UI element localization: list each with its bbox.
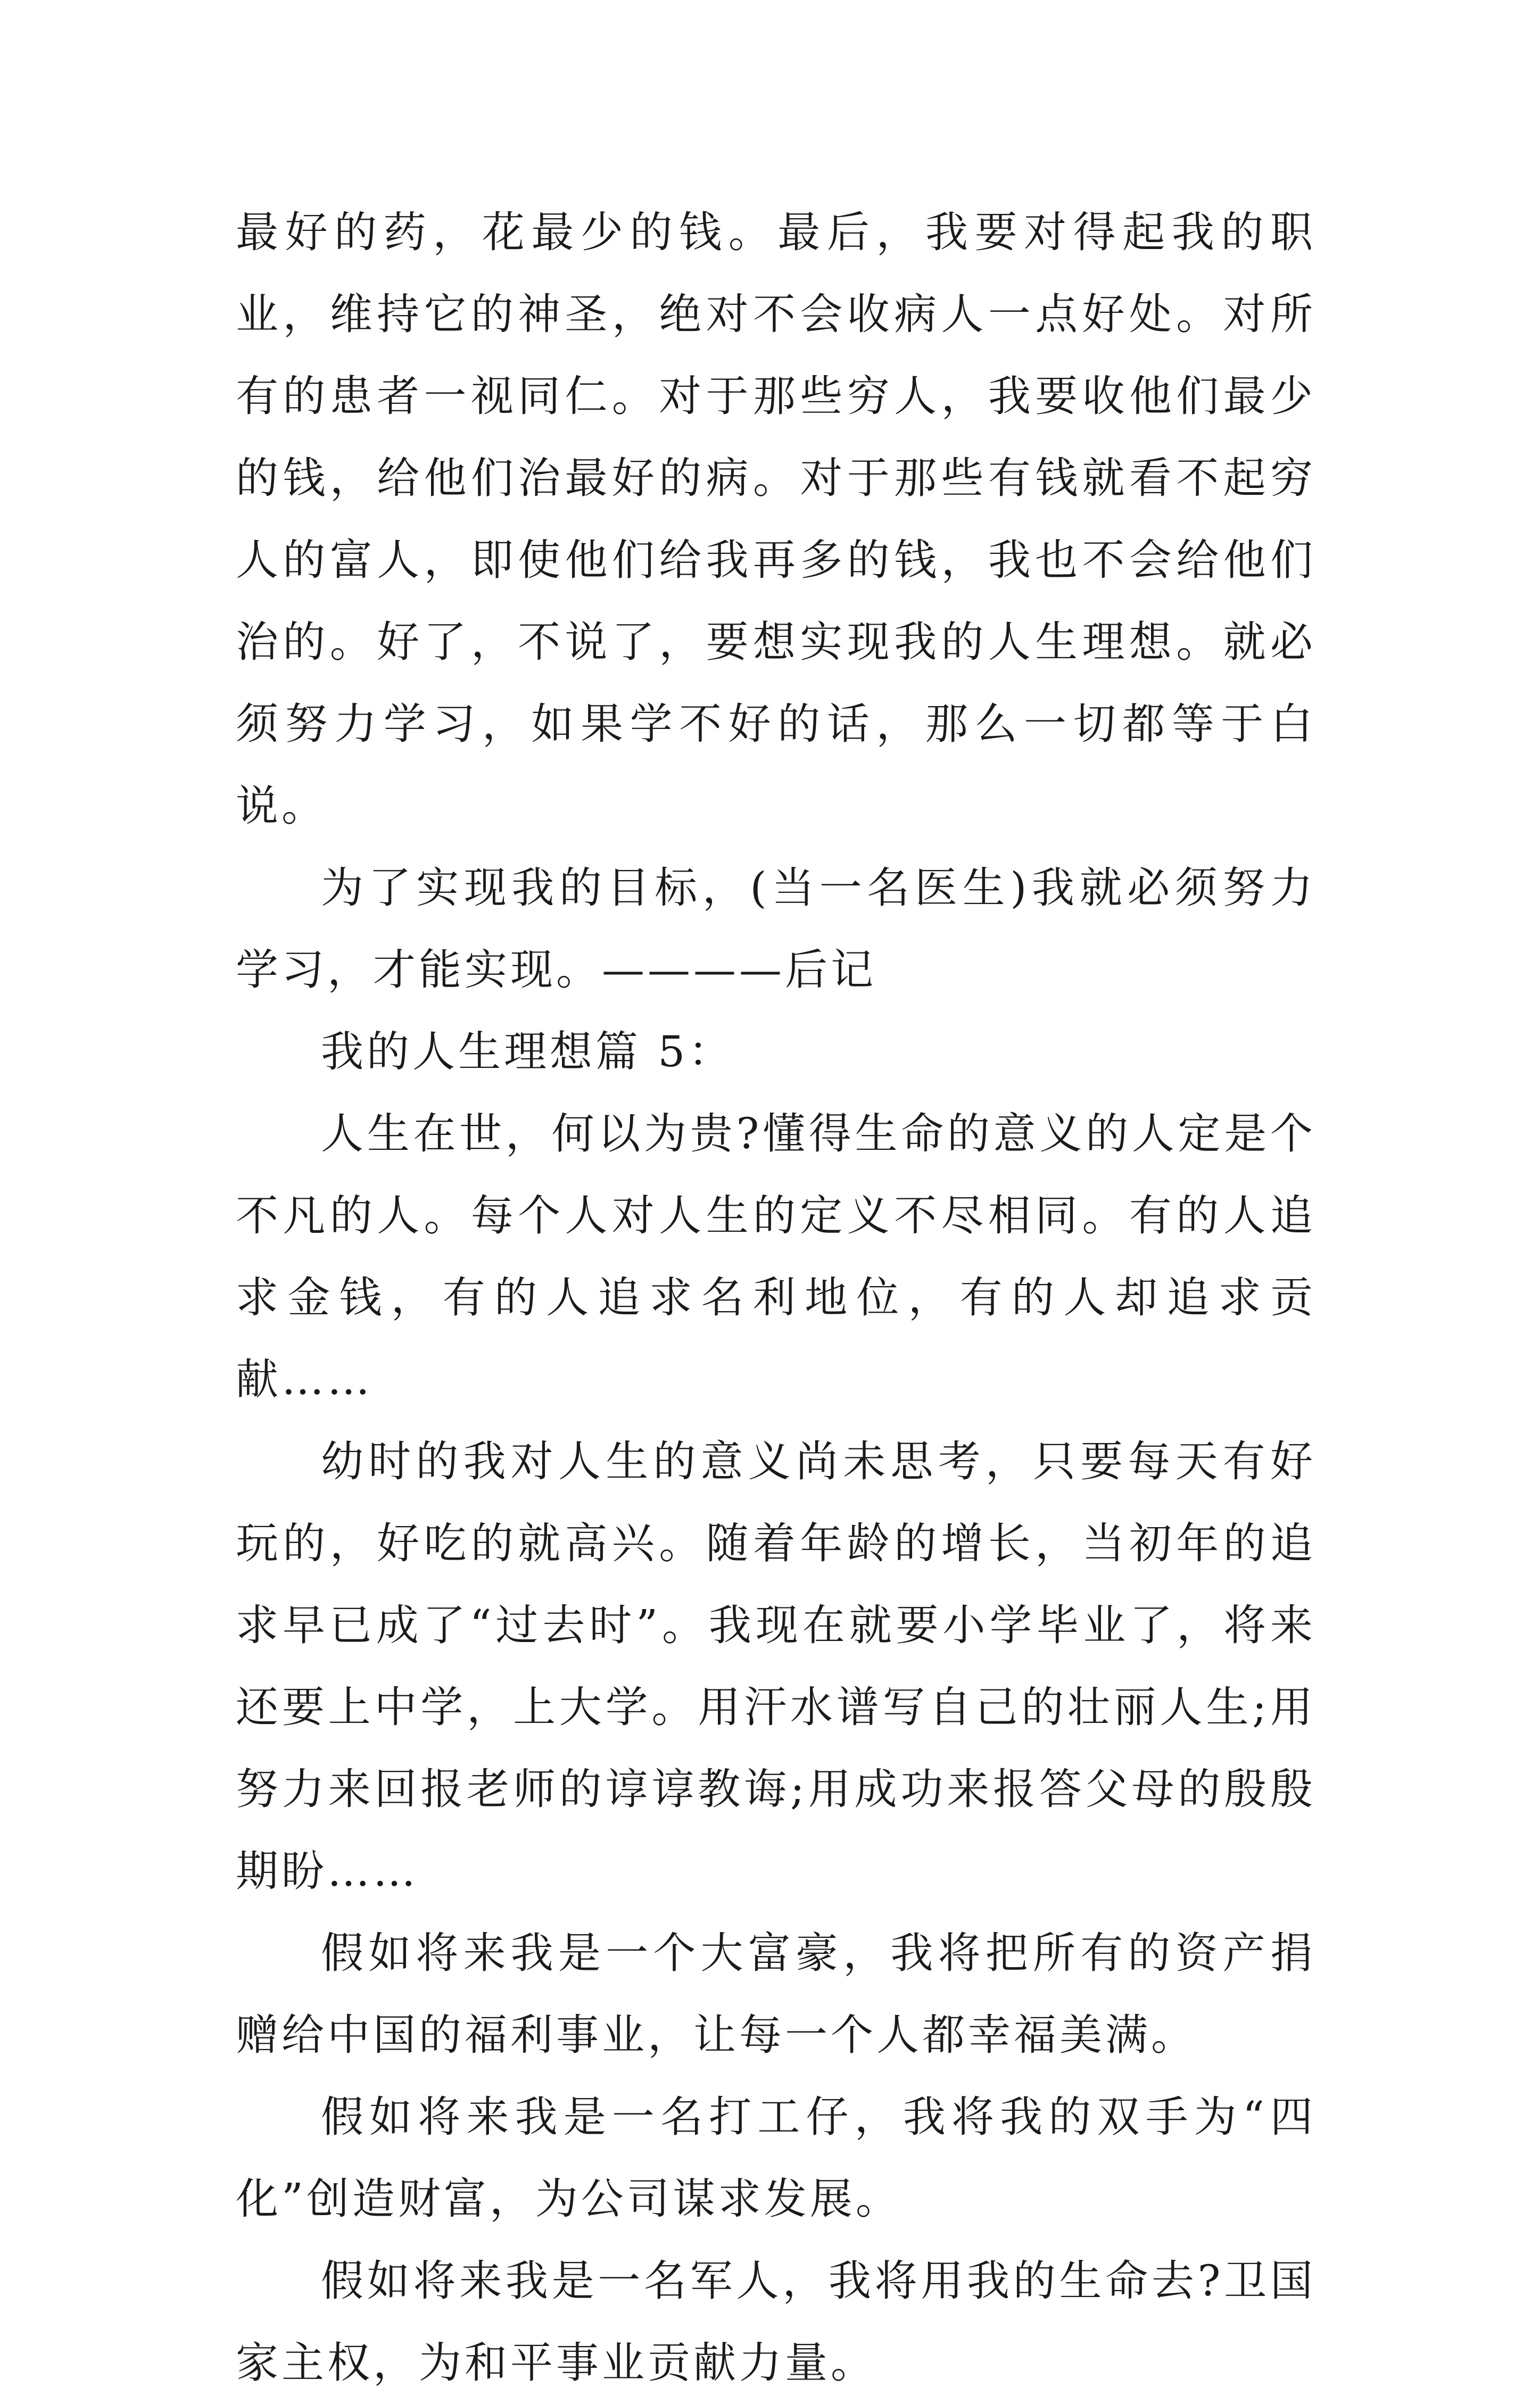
paragraph-1: 最好的药，花最少的钱。最后，我要对得起我的职业，维持它的神圣，绝对不会收病人一点好处。对所有的患者一视同仁。对于那些穷人，我要收他们最少的钱，给他们治最好的病。对于那些有钱就看不起穷人的富人，即使他们给我再多的钱，我也不会给他们治的。好了，不说了，要想实现我的人生理想。就必须努力学习，如果学不好的话，那么一切都等于白说。 <box>236 208 1316 831</box>
paragraph-6: 假如将来我是一名打工仔，我将我的双手为“四化”创造财富，为公司谋求发展。 <box>236 2092 1316 2224</box>
paragraph-3: 人生在世，何以为贵?懂得生命的意义的人定是个不凡的人。每个人对人生的定义不尽相同。有的人追求金钱，有的人追求名利地位，有的人却追求贡献…… <box>236 1109 1316 1404</box>
paragraph-7: 假如将来我是一名军人，我将用我的生命去?卫国家主权，为和平事业贡献力量。 <box>236 2256 1316 2388</box>
paragraph-4: 幼时的我对人生的意义尚未思考，只要每天有好玩的，好吃的就高兴。随着年龄的增长，当初年的追求早已成了“过去时”。我现在就要小学毕业了，将来还要上中学，上大学。用汗水谱写自己的壮丽人生;用努力来回报老师的谆谆教诲;用成功来报答父母的殷殷期盼…… <box>236 1437 1316 1896</box>
section-heading: 我的人生理想篇 5： <box>321 1027 734 1076</box>
document-body <box>236 192 1316 2404</box>
paragraph-2: 为了实现我的目标，(当一名医生)我就必须努力学习，才能实现。————后记 <box>236 863 1316 994</box>
paragraph-5: 假如将来我是一个大富豪，我将把所有的资产捐赠给中国的福利事业，让每一个人都幸福美满。 <box>236 1928 1316 2060</box>
